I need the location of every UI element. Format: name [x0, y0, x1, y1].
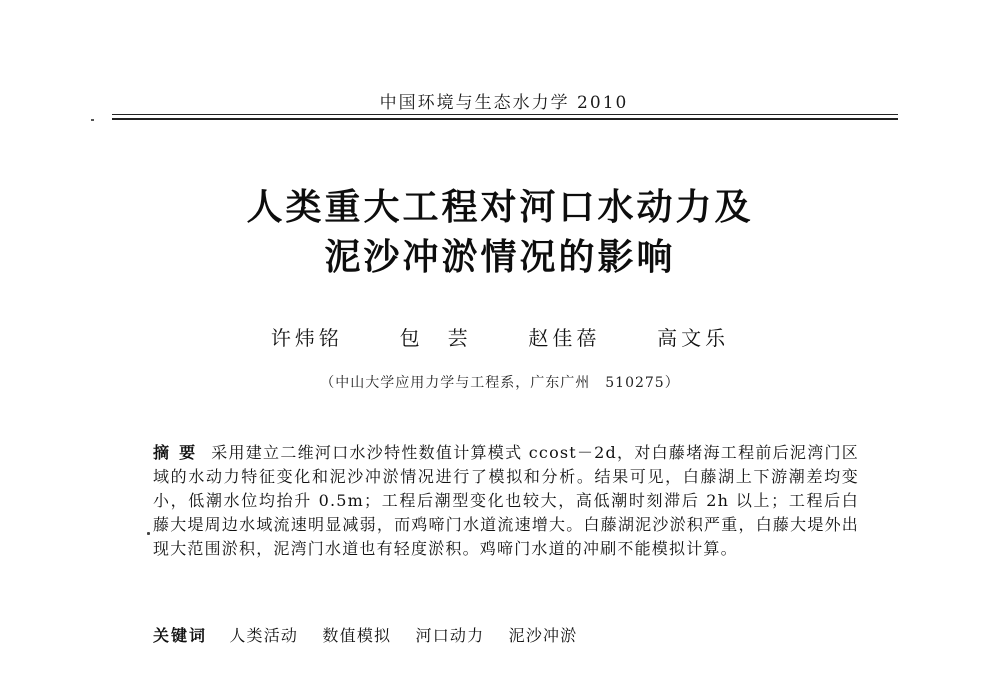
- author-name: 包 芸: [399, 326, 472, 350]
- abstract-label: 摘要: [153, 443, 206, 462]
- author-name: 赵佳蓓: [528, 326, 601, 350]
- keyword-item: 河口动力: [415, 626, 485, 645]
- author-list: [100, 322, 900, 351]
- keyword-item: 人类活动: [229, 626, 299, 645]
- running-header: 中国环境与生态水力学 2010: [379, 93, 629, 113]
- paper-title: [100, 183, 900, 283]
- keyword-item: 数值模拟: [322, 626, 392, 645]
- keywords-label: 关键词: [153, 626, 208, 645]
- affiliation: （中山大学应用力学与工程系，广东广州 510275）: [320, 375, 680, 391]
- title-line-1: 人类重大工程对河口水动力及: [246, 187, 754, 228]
- title-line-2: 泥沙冲淤情况的影响: [324, 237, 676, 278]
- keyword-item: 泥沙冲淤: [508, 626, 578, 645]
- scan-speck: [147, 532, 150, 535]
- header-rule-thick: [112, 118, 898, 120]
- abstract: [153, 441, 859, 561]
- header-rule-thin: [112, 114, 898, 115]
- abstract-text: 采用建立二维河口水沙特性数值计算模式 ccost－2d，对白藤堵海工程前后泥湾门区域的水动力特征变化和泥沙冲淤情况进行了模拟和分析。结果可见，白藤湖上下游潮差均变小，低潮水位均抬升 0.5m；工程后潮型变化也较大，高低潮时刻滞后 2h 以上；工程后白藤大堤周边水域流速明显减弱，而鸡啼门水道流速增大。白藤湖泥沙淤积严重，白藤大堤外出现大范围淤积，泥湾门水道也有轻度淤积。鸡啼门水道的冲刷不能模拟计算。: [153, 443, 859, 558]
- author-name: 许炜铭: [270, 326, 343, 350]
- author-name: 高文乐: [657, 326, 730, 350]
- keywords: [153, 623, 859, 646]
- scan-speck: [91, 119, 94, 121]
